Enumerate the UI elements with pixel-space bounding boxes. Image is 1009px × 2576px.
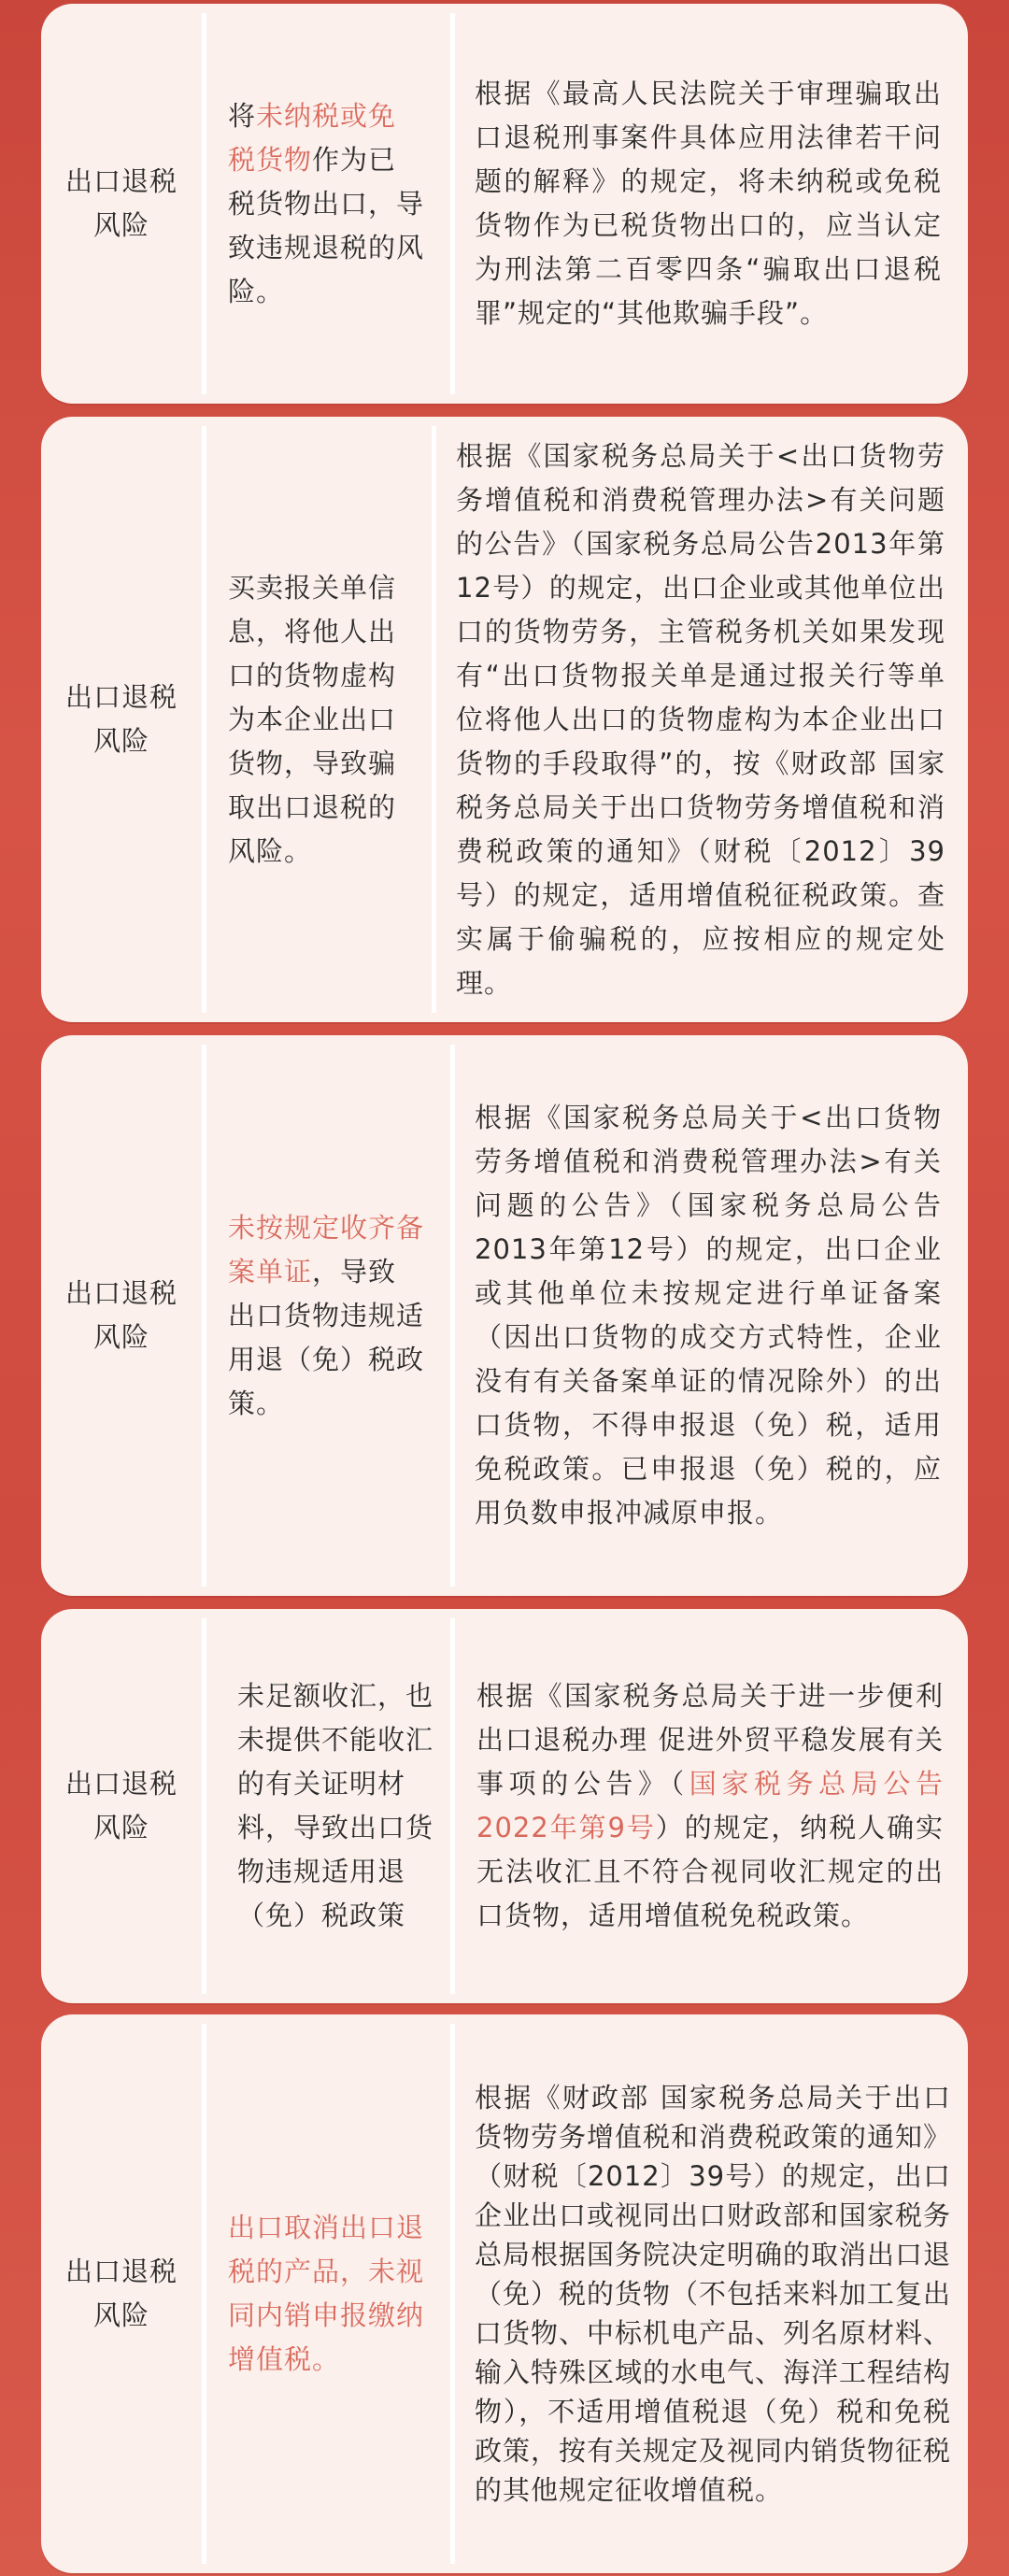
risk-card-4 (41, 1609, 968, 2003)
category-cell (41, 1609, 202, 2003)
category-text: 出口退税 风险 (64, 165, 178, 241)
risk-cell (228, 2014, 424, 2573)
basis-cell (475, 2014, 951, 2573)
risk-cell (228, 417, 415, 1022)
risk-text: 买卖报关单信息，将他人出口的货物虚构为本企业出口货物，导致骗取出口退税的风险。 (228, 571, 397, 867)
risk-highlight: 出口取消出口退税的产品，未视同内销申报缴纳增值税。 (228, 2212, 425, 2375)
category-cell (41, 4, 202, 404)
category-cell (41, 1035, 202, 1596)
category-text: 出口退税 风险 (64, 2256, 178, 2331)
category-cell (41, 417, 202, 1022)
risk-cell (228, 4, 424, 404)
risk-highlight: 未按规定收齐备案单证 (228, 1211, 425, 1288)
basis-cell (456, 417, 945, 1022)
basis-cell (475, 4, 942, 404)
category-text: 出口退税 风险 (64, 1277, 178, 1353)
column-divider (202, 13, 206, 394)
basis-cell (476, 1609, 944, 2003)
basis-text: 根据《国家税务总局关于进一步便利出口退税办理 促进外贸平稳发展有关事项的公告》（国家税务总局公告2022年第9号）的规定，纳税人确实无法收汇且不符合视同收汇规定的出口货物，适用增值税免税政策。 (476, 1680, 944, 1931)
risk-card-5 (41, 2014, 968, 2573)
risk-card-1 (41, 4, 968, 404)
risk-card-2 (41, 417, 968, 1022)
column-divider (432, 426, 436, 1013)
basis-cell (475, 1035, 942, 1596)
column-divider (202, 1045, 206, 1587)
column-divider (450, 13, 455, 394)
risk-card-3 (41, 1035, 968, 1596)
risk-text: 将未纳税或免税货物作为已税货物出口，导致违规退税的风险。 (228, 99, 425, 307)
column-divider (202, 1618, 206, 1994)
column-divider (450, 1045, 455, 1587)
basis-text: 根据《国家税务总局关于<出口货物劳务增值税和消费税管理办法>有关问题的公告》（国家税务总局公告2013年第12号）的规定，出口企业或其他单位未按规定进行单证备案（因出口货物的成交方式特性，企业没有有关备案单证的情况除外）的出口货物，不得申报退（免）税，适用免税政策。已申报退（免）税的，应用负数申报冲减原申报。 (475, 1102, 942, 1529)
risk-cell (237, 1609, 433, 2003)
basis-text: 根据《财政部 国家税务总局关于出口货物劳务增值税和消费税政策的通知》（财税〔2012〕39号）的规定，出口企业出口或视同出口财政部和国家税务总局根据国务院决定明确的取消出口退（免）税的货物（不包括来料加工复出口货物、中标机电产品、列名原材料、输入特殊区域的水电气、海洋工程结构物），不适用增值税退（免）税和免税政策，按有关规定及视同内销货物征税的其他规定征收增值税。 (475, 2082, 952, 2506)
risk-text (228, 2206, 424, 2382)
category-text: 出口退税 风险 (64, 1768, 178, 1843)
risk-text: 未足额收汇，也未提供不能收汇的有关证明材料，导致出口货物违规适用退（免）税政策 (237, 1680, 434, 1931)
category-text: 出口退税 风险 (64, 681, 178, 757)
basis-text: 根据《最高人民法院关于审理骗取出口退税刑事案件具体应用法律若干问题的解释》的规定，将未纳税或免税货物作为已税货物出口的，应当认定为刑法第二百零四条“骗取出口退税罪”规定的“其他欺骗手段”。 (475, 78, 942, 329)
column-divider (202, 426, 206, 1013)
risk-highlight: 未纳税或免税货物 (228, 99, 397, 176)
risk-cell (228, 1035, 424, 1596)
column-divider (202, 2024, 206, 2564)
category-cell (41, 2014, 202, 2573)
basis-text: 根据《国家税务总局关于<出口货物劳务增值税和消费税管理办法>有关问题的公告》（国家税务总局公告2013年第12号）的规定，出口企业或其他单位出口的货物劳务，主管税务机关如果发现有“出口货物报关单是通过报关行等单位将他人出口的货物虚构为本企业出口货物的手段取得”的，按《财政部 国家税务总局关于出口货物劳务增值税和消费税政策的通知》（财税〔2012〕39号）的规定，适用增值税征税政策。查实属于偷骗税的，应按相应的规定处理。 (456, 439, 945, 999)
risk-text: 未按规定收齐备案单证，导致出口货物违规适用退（免）税政策。 (228, 1211, 425, 1419)
basis-highlight: 国家税务总局公告2022年第9号 (476, 1768, 944, 1843)
column-divider (450, 1618, 455, 1994)
column-divider (450, 2024, 455, 2564)
